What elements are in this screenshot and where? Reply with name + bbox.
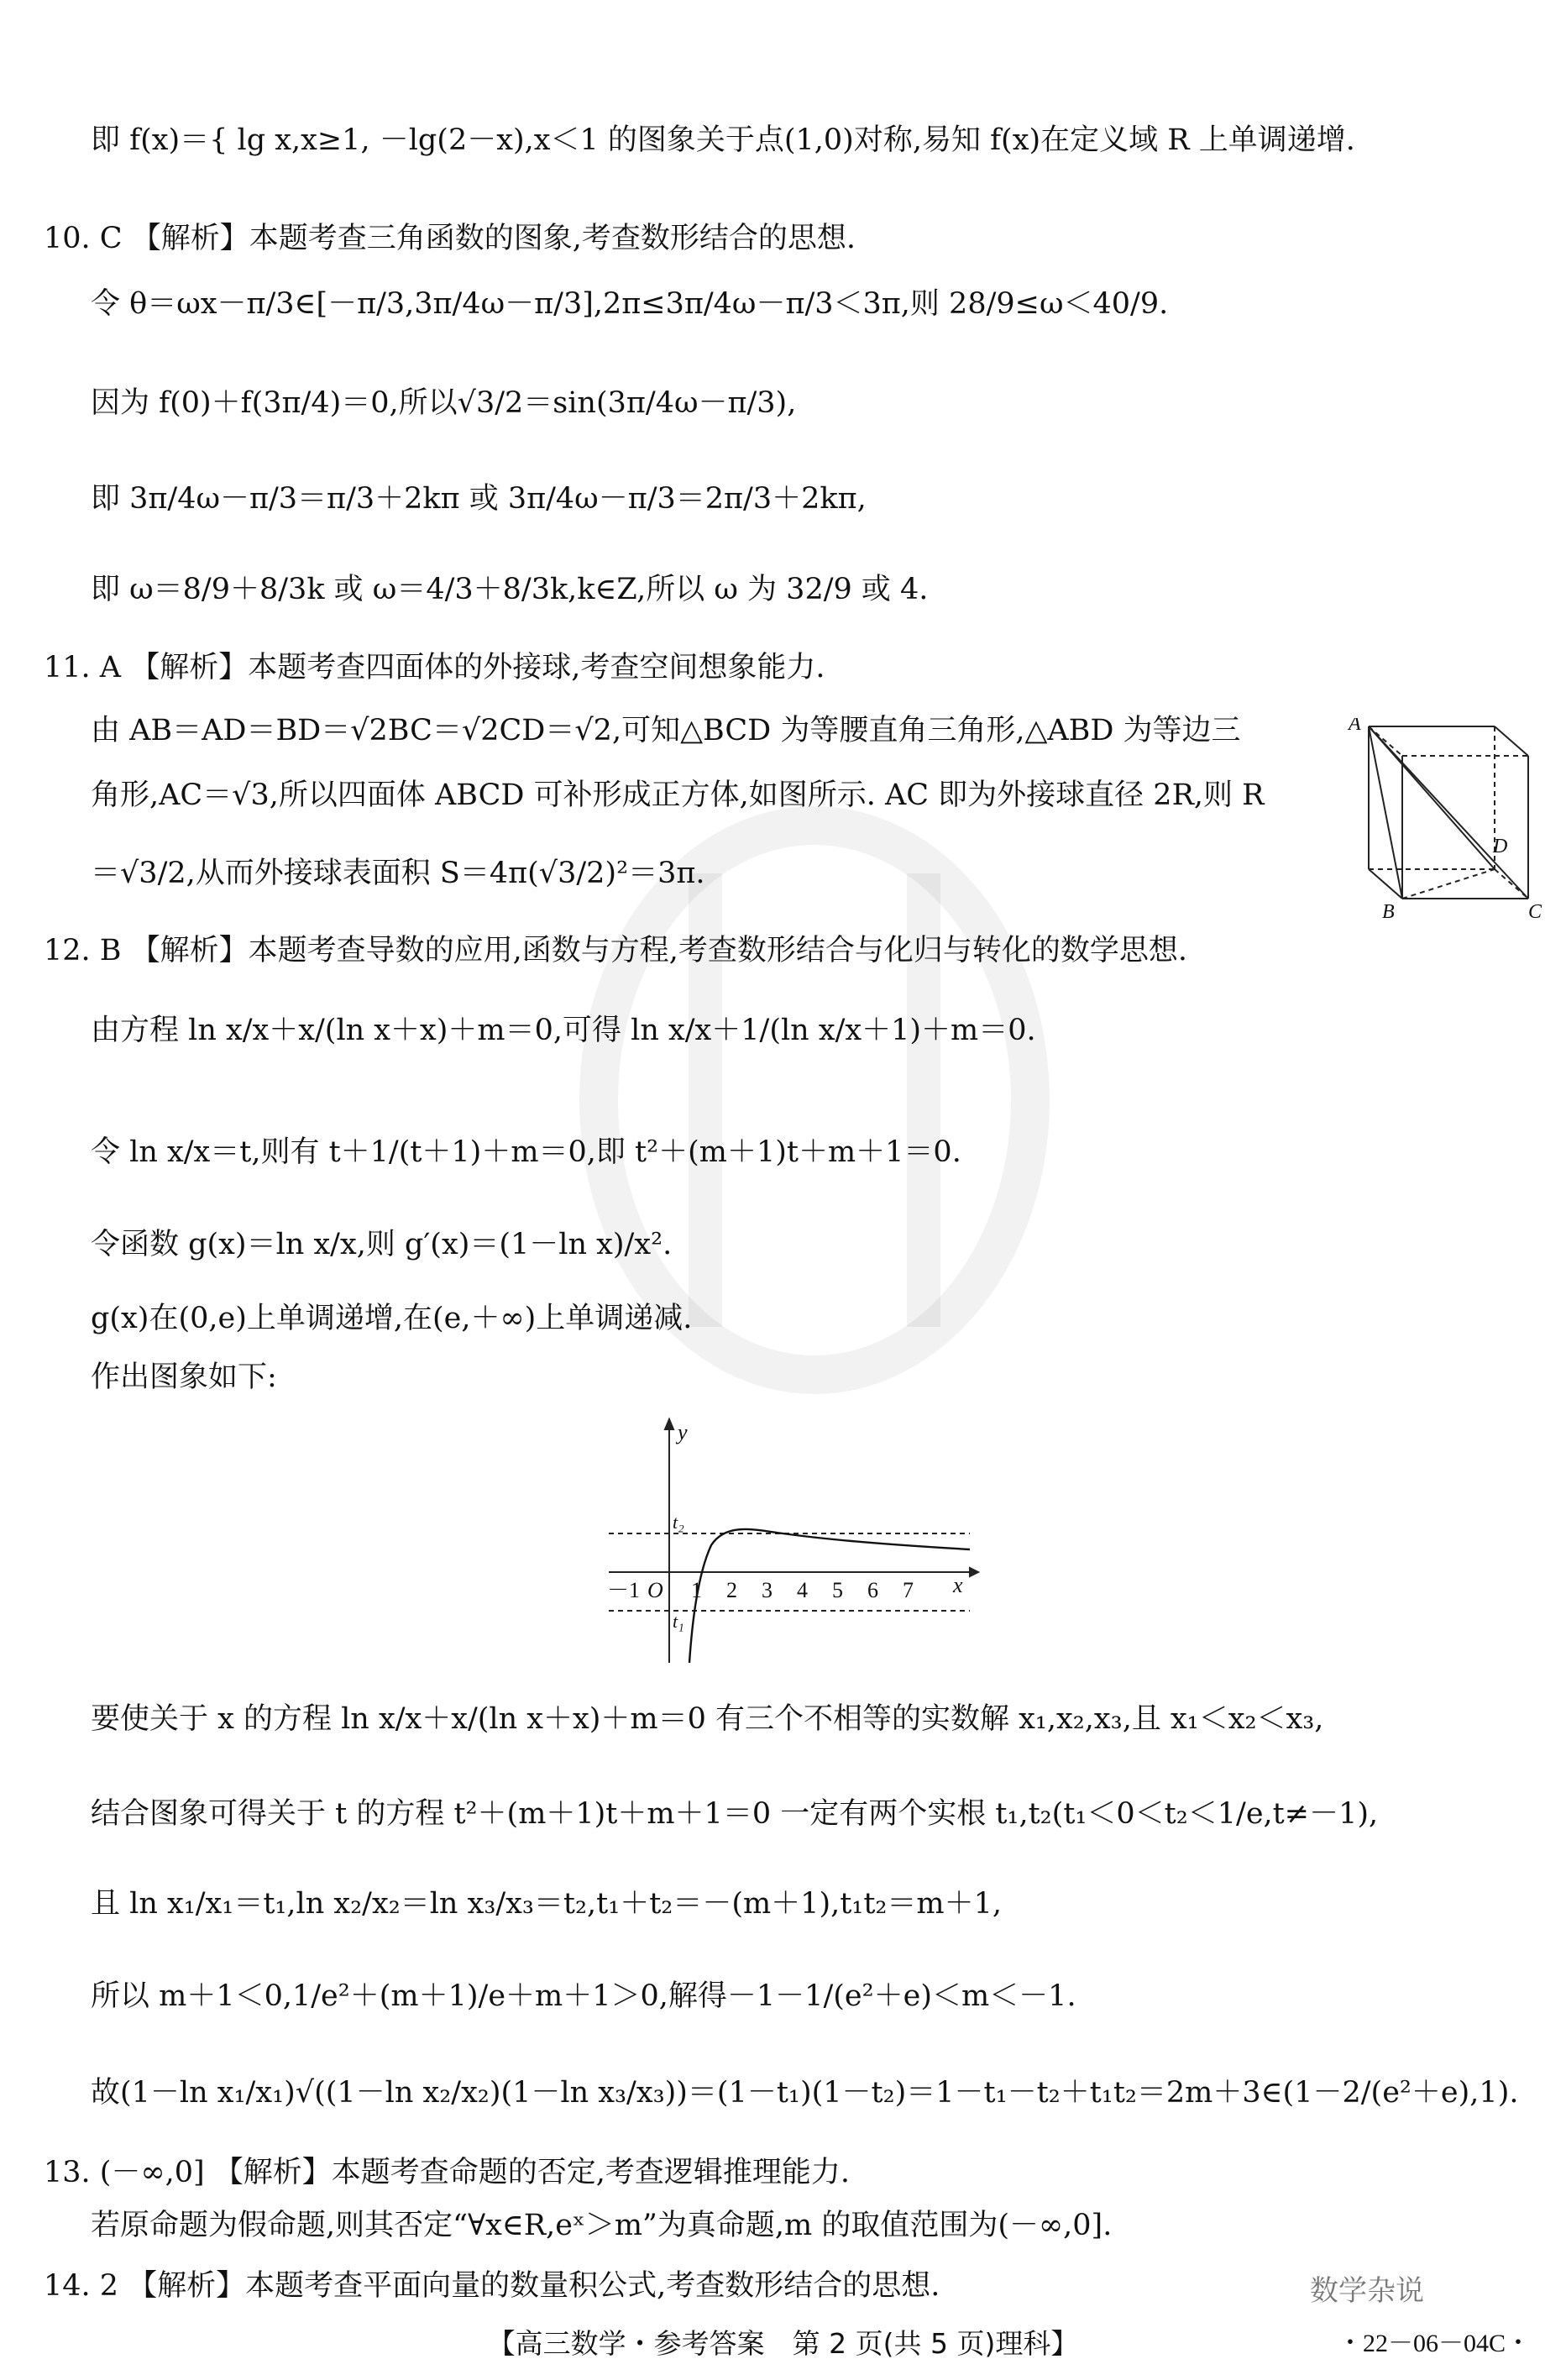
label-a: A	[1349, 718, 1361, 735]
solution-line: 即 ω＝8/9＋8/3k 或 ω＝4/3＋8/3k,k∈Z,所以 ω 为 32/9 或 4.	[91, 573, 929, 606]
document-code: ・22－06－04C・	[1337, 2330, 1531, 2357]
solution-line: 令 ln x/x＝t,则有 t＋1/(t＋1)＋m＝0,即 t²＋(m＋1)t＋m＋1＝0.	[91, 1135, 961, 1169]
solution-line: ＝√3/2,从而外接球表面积 S＝4π(√3/2)²＝3π.	[91, 857, 705, 890]
tick-7: 7	[903, 1578, 914, 1602]
solution-line: 即 f(x)＝{ lg x,x≥1, －lg(2－x),x＜1 的图象关于点(1,0)对称,易知 f(x)在定义域 R 上单调递增.	[91, 123, 1355, 157]
solution-line: 结合图象可得关于 t 的方程 t²＋(m＋1)t＋m＋1＝0 一定有两个实根 t₁,t₂(t₁＜0＜t₂＜1/e,t≠－1),	[91, 1797, 1379, 1831]
solution-line: 且 ln x₁/x₁＝t₁,ln x₂/x₂＝ln x₃/x₃＝t₂,t₁＋t₂＝－(m＋1),t₁t₂＝m＋1,	[91, 1887, 1003, 1921]
y-axis-label: y	[678, 1420, 688, 1444]
origin-label: O	[647, 1578, 663, 1602]
label-c: C	[1528, 901, 1542, 923]
solution-line: 要使关于 x 的方程 ln x/x＋x/(ln x＋x)＋m＝0 有三个不相等的实数解 x₁,x₂,x₃,且 x₁＜x₂＜x₃,	[91, 1702, 1324, 1736]
function-graph	[600, 1411, 987, 1680]
label-b: B	[1382, 901, 1395, 923]
wechat-watermark: 数学杂说	[1310, 2274, 1424, 2308]
solution-line: 由 AB＝AD＝BD＝√2BC＝√2CD＝√2,可知△BCD 为等腰直角三角形,△ABD 为等边三	[91, 714, 1241, 747]
question-heading: 14. 2 【解析】本题考查平面向量的数量积公式,考查数形结合的思想.	[44, 2269, 940, 2303]
solution-line: 即 3π/4ω－π/3＝π/3＋2kπ 或 3π/4ω－π/3＝2π/3＋2kπ,	[91, 482, 867, 516]
tick-2: 2	[726, 1578, 737, 1602]
tick-1: 1	[691, 1578, 702, 1602]
x-axis-label: x	[953, 1573, 963, 1597]
question-heading: 11. A 【解析】本题考查四面体的外接球,考查空间想象能力.	[44, 651, 825, 684]
t2-label: t₂	[673, 1512, 684, 1533]
solution-line: 角形,AC＝√3,所以四面体 ABCD 可补形成正方体,如图所示. AC 即为外接球直径 2R,则 R	[91, 778, 1265, 812]
page-footer: 【高三数学・参考答案 第 2 页(共 5 页)理科】	[487, 2327, 1079, 2360]
solution-line: 若原命题为假命题,则其否定“∀x∈R,eˣ＞m”为真命题,m 的取值范围为(－∞,0].	[91, 2209, 1113, 2242]
label-d: D	[1493, 836, 1508, 857]
tick-6: 6	[867, 1578, 878, 1602]
tick-5: 5	[832, 1578, 843, 1602]
tick-4: 4	[797, 1578, 808, 1602]
solution-line: 由方程 ln x/x＋x/(ln x＋x)＋m＝0,可得 ln x/x＋1/(ln x/x＋1)＋m＝0.	[91, 1014, 1036, 1047]
solution-line: 所以 m＋1＜0,1/e²＋(m＋1)/e＋m＋1＞0,解得－1－1/(e²＋e)＜m＜－1.	[91, 1979, 1076, 2013]
solution-line: 故(1－ln x₁/x₁)√((1－ln x₂/x₂)(1－ln x₃/x₃))＝(1－t₁)(1－t₂)＝1－t₁－t₂＋t₁t₂＝2m＋3∈(1－2/(e²＋e),1).	[91, 2076, 1519, 2110]
tick-3: 3	[762, 1578, 773, 1602]
solution-line: 令函数 g(x)＝ln x/x,则 g′(x)＝(1－ln x)/x².	[91, 1228, 673, 1261]
question-heading: 10. C 【解析】本题考查三角函数的图象,考查数形结合的思想.	[44, 222, 856, 255]
solution-line: g(x)在(0,e)上单调递增,在(e,＋∞)上单调递减.	[91, 1302, 693, 1335]
cube-figure	[1343, 718, 1545, 924]
solution-line: 作出图象如下:	[91, 1360, 277, 1394]
tick-neg1: －1	[607, 1578, 641, 1602]
solution-line: 因为 f(0)＋f(3π/4)＝0,所以√3/2＝sin(3π/4ω－π/3),	[91, 386, 797, 420]
question-heading: 12. B 【解析】本题考查导数的应用,函数与方程,考查数形结合与化归与转化的数学思想.	[44, 934, 1188, 967]
question-heading: 13. (－∞,0] 【解析】本题考查命题的否定,考查逻辑推理能力.	[44, 2156, 851, 2189]
t1-label: t₁	[673, 1611, 684, 1632]
solution-line: 令 θ＝ωx－π/3∈[－π/3,3π/4ω－π/3],2π≤3π/4ω－π/3＜3π,则 28/9≤ω＜40/9.	[91, 287, 1169, 321]
